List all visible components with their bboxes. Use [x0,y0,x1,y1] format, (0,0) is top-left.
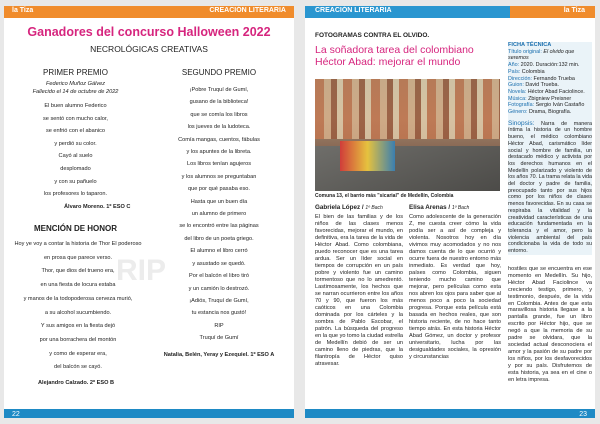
poem-line: los jueves de la ludoteca. [187,124,251,131]
magazine-tag: la Tiza [12,7,34,14]
sheet-row: Guion: David Trueba. [508,82,559,89]
dedication-name: Federico Muñoz Gálvez [45,81,106,87]
poem-line: que por qué pasaba eso. [188,186,250,193]
article-column-2: Como adolescente de la generación Z, me cuesta creer cómo la vida podía ser a así de compleja y violenta. Nosotros hoy en día vivimos muy acomodados y no nos damos cuenta de lo que ocurrió y ocurre fuera de nuestro entorno más inmediato. Es verdad que hoy, países como Colombia, siguen teniendo mucho camino que mejorar, pero películas como esta nos abren los ojos para saber que al menos poco a poco la sociedad progresa. Porque esta película está basada en hechos reales, que son historia reciente, de no hace tanto tiempo atrás. En esta historia Héctor Abad Gómez, un doctor y profesor universitario, lucha por las desigualdades sociales, la opresión y circunstancias [409,214,501,360]
sheet-row: Género: Drama, Biografía. [508,109,572,116]
poem-line: y manos de la todopoderosa cerveza murió, [23,295,133,302]
left-page [4,6,294,418]
second-prize-author: Natalia, Belén, Yeray y Ezequiel. 1º ESO A [163,352,275,358]
photo-mural [340,141,395,171]
article-column-3: hostiles que se encuentra en ese momento en Medellín. Su hijo, Héctor Abad Faciolince va creciendo testigo, primero, y testimonio, después, de la vida en Colombia. Antes de que esta maravillosa historia llegase a la pantalla grande, fue un libro escrito por Héctor hijo, que se negó a que la memoria de su padre se olvidara, que la sociedad actual desconociera el amor y la pasión de su padre por los niños, por los desfavorecidos y por su país. Disfrutemos de esta historia, ya sea en el cine o en letra impresa. [508,266,592,383]
sheet-row: País: Colombia [508,68,545,75]
article-title: La soñadora tarea del colombiano Héctor Abad: mejorar el mundo [315,44,474,68]
page-number: 23 [579,411,587,418]
poem-line: y con su pañuelo [54,178,97,185]
poem-line: del balcón se cayó. [54,364,102,371]
second-prize-heading: SEGUNDO PREMIO [181,68,257,77]
author-1: Gabriela López / 1º Bach [315,204,383,211]
poem-line: y los alumnos se preguntaban [181,173,257,180]
author-2-name: Elisa Arenas [409,204,447,211]
poem-line: Hasta que un buen día [190,198,248,205]
technical-sheet [508,42,592,255]
sheet-row: Música: Zbigniew Preisner [508,95,572,102]
sheet-row: Fotografía: Sergio Iván Castaño [508,102,585,109]
poem-line: a su alcohol sucumbiendo. [44,309,112,316]
subtitle: NECROLÓGICAS CREATIVAS [90,44,208,54]
right-page [305,6,595,418]
poem-line: Thor, que dios del trueno era, [41,268,115,275]
first-prize-author: Álvaro Moreno. 1º ESO C [64,204,131,210]
synopsis-label: Sinopsis: [508,119,535,127]
poem-line: los profesores lo taparon. [43,191,108,198]
kicker: FOTOGRAMAS CONTRA EL OLVIDO. [315,32,430,39]
poem-line: y como de esperar era, [49,350,107,357]
synopsis [508,121,592,255]
section-title: CREACIÓN LITERARIA [315,7,392,14]
article-column-1: El bien de las familias y de los niños de las clases menos favorecidas, mejorar el mundo, en definitiva, era la tarea de la vida de Héctor Abad. Como colombiana, puedo reconocer que es una tarea ardua. Ser un líder social en tiempos de corrupción en un país pobre y violento fue un camino tormentoso que no lo amedrentó. Lastimosamente, los hechos que se narran ocurrieron entre los años 70 y 90, que fueron los más caóticos en una Colombia dominada por los cárteles y la sombra de Pablo Escobar, el patrón. La búsqueda del progreso en la que yo tomo la ciudad estrella de Medellín debió de ser un camino lleno de piedras, que la filantropía de Héctor quiso atravesar. [315,214,404,367]
honor-heading: MENCIÓN DE HONOR [33,224,118,233]
poem-line: Por el balcón el libro tiró [188,273,249,280]
first-prize-poem [8,100,143,201]
synopsis-text: Narra de manera íntima la historia de un hombre bueno, el médico colombiano Héctor Abad, carismático líder social y hombre de familia, un destacado médico y activista por los derechos humanos en el Medellín polarizado y violento de los años 70. La trama relata la vida del doctor y padre de familia, preocupado tanto por sus hijos como por los niños de clases menos favorecidas. En su casa se respiraba la vitalidad y la creatividad características de una educación fundamentada en la tolerancia y el amor, pero la violencia ambiental del país condicionaba la vida de todo su entorno. [508,120,592,255]
poem-line: que se comía los libros [190,111,248,118]
poem-line: y asustado se quedó. [192,260,246,267]
sheet-row: Dirección: Fernando Trueba [508,75,575,82]
poem-line: El alumno el libro cerró [190,248,248,255]
sheet-row: Año: 2020. Duración:132 min. [508,62,580,69]
footer-bar [305,409,595,418]
honor-author: Alejandro Calzado. 2º ESO B [38,380,115,386]
poem-line: desplomado [60,165,91,172]
page-title: Ganadores del concurso Halloween 2022 [27,25,271,39]
poem-line: se lo encontró entre las páginas [179,223,259,230]
poem-line: Truquí de Gumí [199,335,239,342]
poem-line: Cayó al suelo [58,153,93,160]
honor-poem [8,238,148,375]
poem-line: gusano de la biblioteca! [189,99,249,106]
page-number: 22 [12,411,20,418]
photo-houses [315,79,500,139]
author-1-name: Gabriela López [315,204,361,211]
poem-line: por una borrachera del montón [39,336,117,343]
poem-line: ¡Pobre Truquí de Gumí, [189,87,249,93]
poem-line: y un camión lo destrozó. [188,285,250,292]
first-prize-heading: PRIMER PREMIO [43,68,108,77]
poem-line: en prosa que parece verso. [43,254,113,261]
poem-line: ¡Adiós, Truquí de Gumí, [189,297,249,304]
footer-bar [4,409,294,418]
magazine-tag: la Tiza [563,7,585,14]
poem-line: se enfrió con el abanico [45,128,106,135]
sheet-row: Novela: Héctor Abad Faciolince. [508,88,585,95]
poem-line: RIP [214,322,224,329]
poem-line: se sentó con mucho calor, [43,115,108,122]
rip-watermark: RIP [116,254,167,287]
poem-line: en una fiesta de locura estaba [40,282,116,289]
sheet-row: Título original: El olvido que seremos [508,48,575,62]
dedication-date: Fallecido el 14 de octubre de 2022 [32,89,119,95]
technical-sheet-heading: FICHA TÉCNICA [508,42,552,48]
poem-line: Hoy ye voy a contar la historia de Thor El poderoso [14,241,142,247]
photo-caption: Comuna 13, el barrio más "sicarial" de Medellín, Colombia [315,193,454,199]
poem-line: Y sus amigos en la fiesta dejó [40,323,116,330]
author-2: Elisa Arenas / 1º Bach [409,204,470,211]
poem-line: un alumno de primero [191,211,247,218]
poem-line: y los apuntes de la libreta. [186,149,252,156]
poem-line: y perdió su color. [54,140,97,147]
article-photo [315,79,500,191]
author-2-grade: 1º Bach [451,205,470,211]
poem-line: Comía mangas, cuentos, fábulas [178,136,260,143]
poem-line: tu estancia nos gustó! [191,310,247,317]
section-title: CREACIÓN LITERARIA [209,7,286,14]
poem-line: del libro de un poeta griego. [184,235,254,242]
second-prize-poem [149,84,289,345]
poem-line: El buen alumno Federico [44,103,107,109]
author-1-grade: 1º Bach [365,205,383,211]
poem-line: Los libros tenían agujeros [186,161,252,168]
